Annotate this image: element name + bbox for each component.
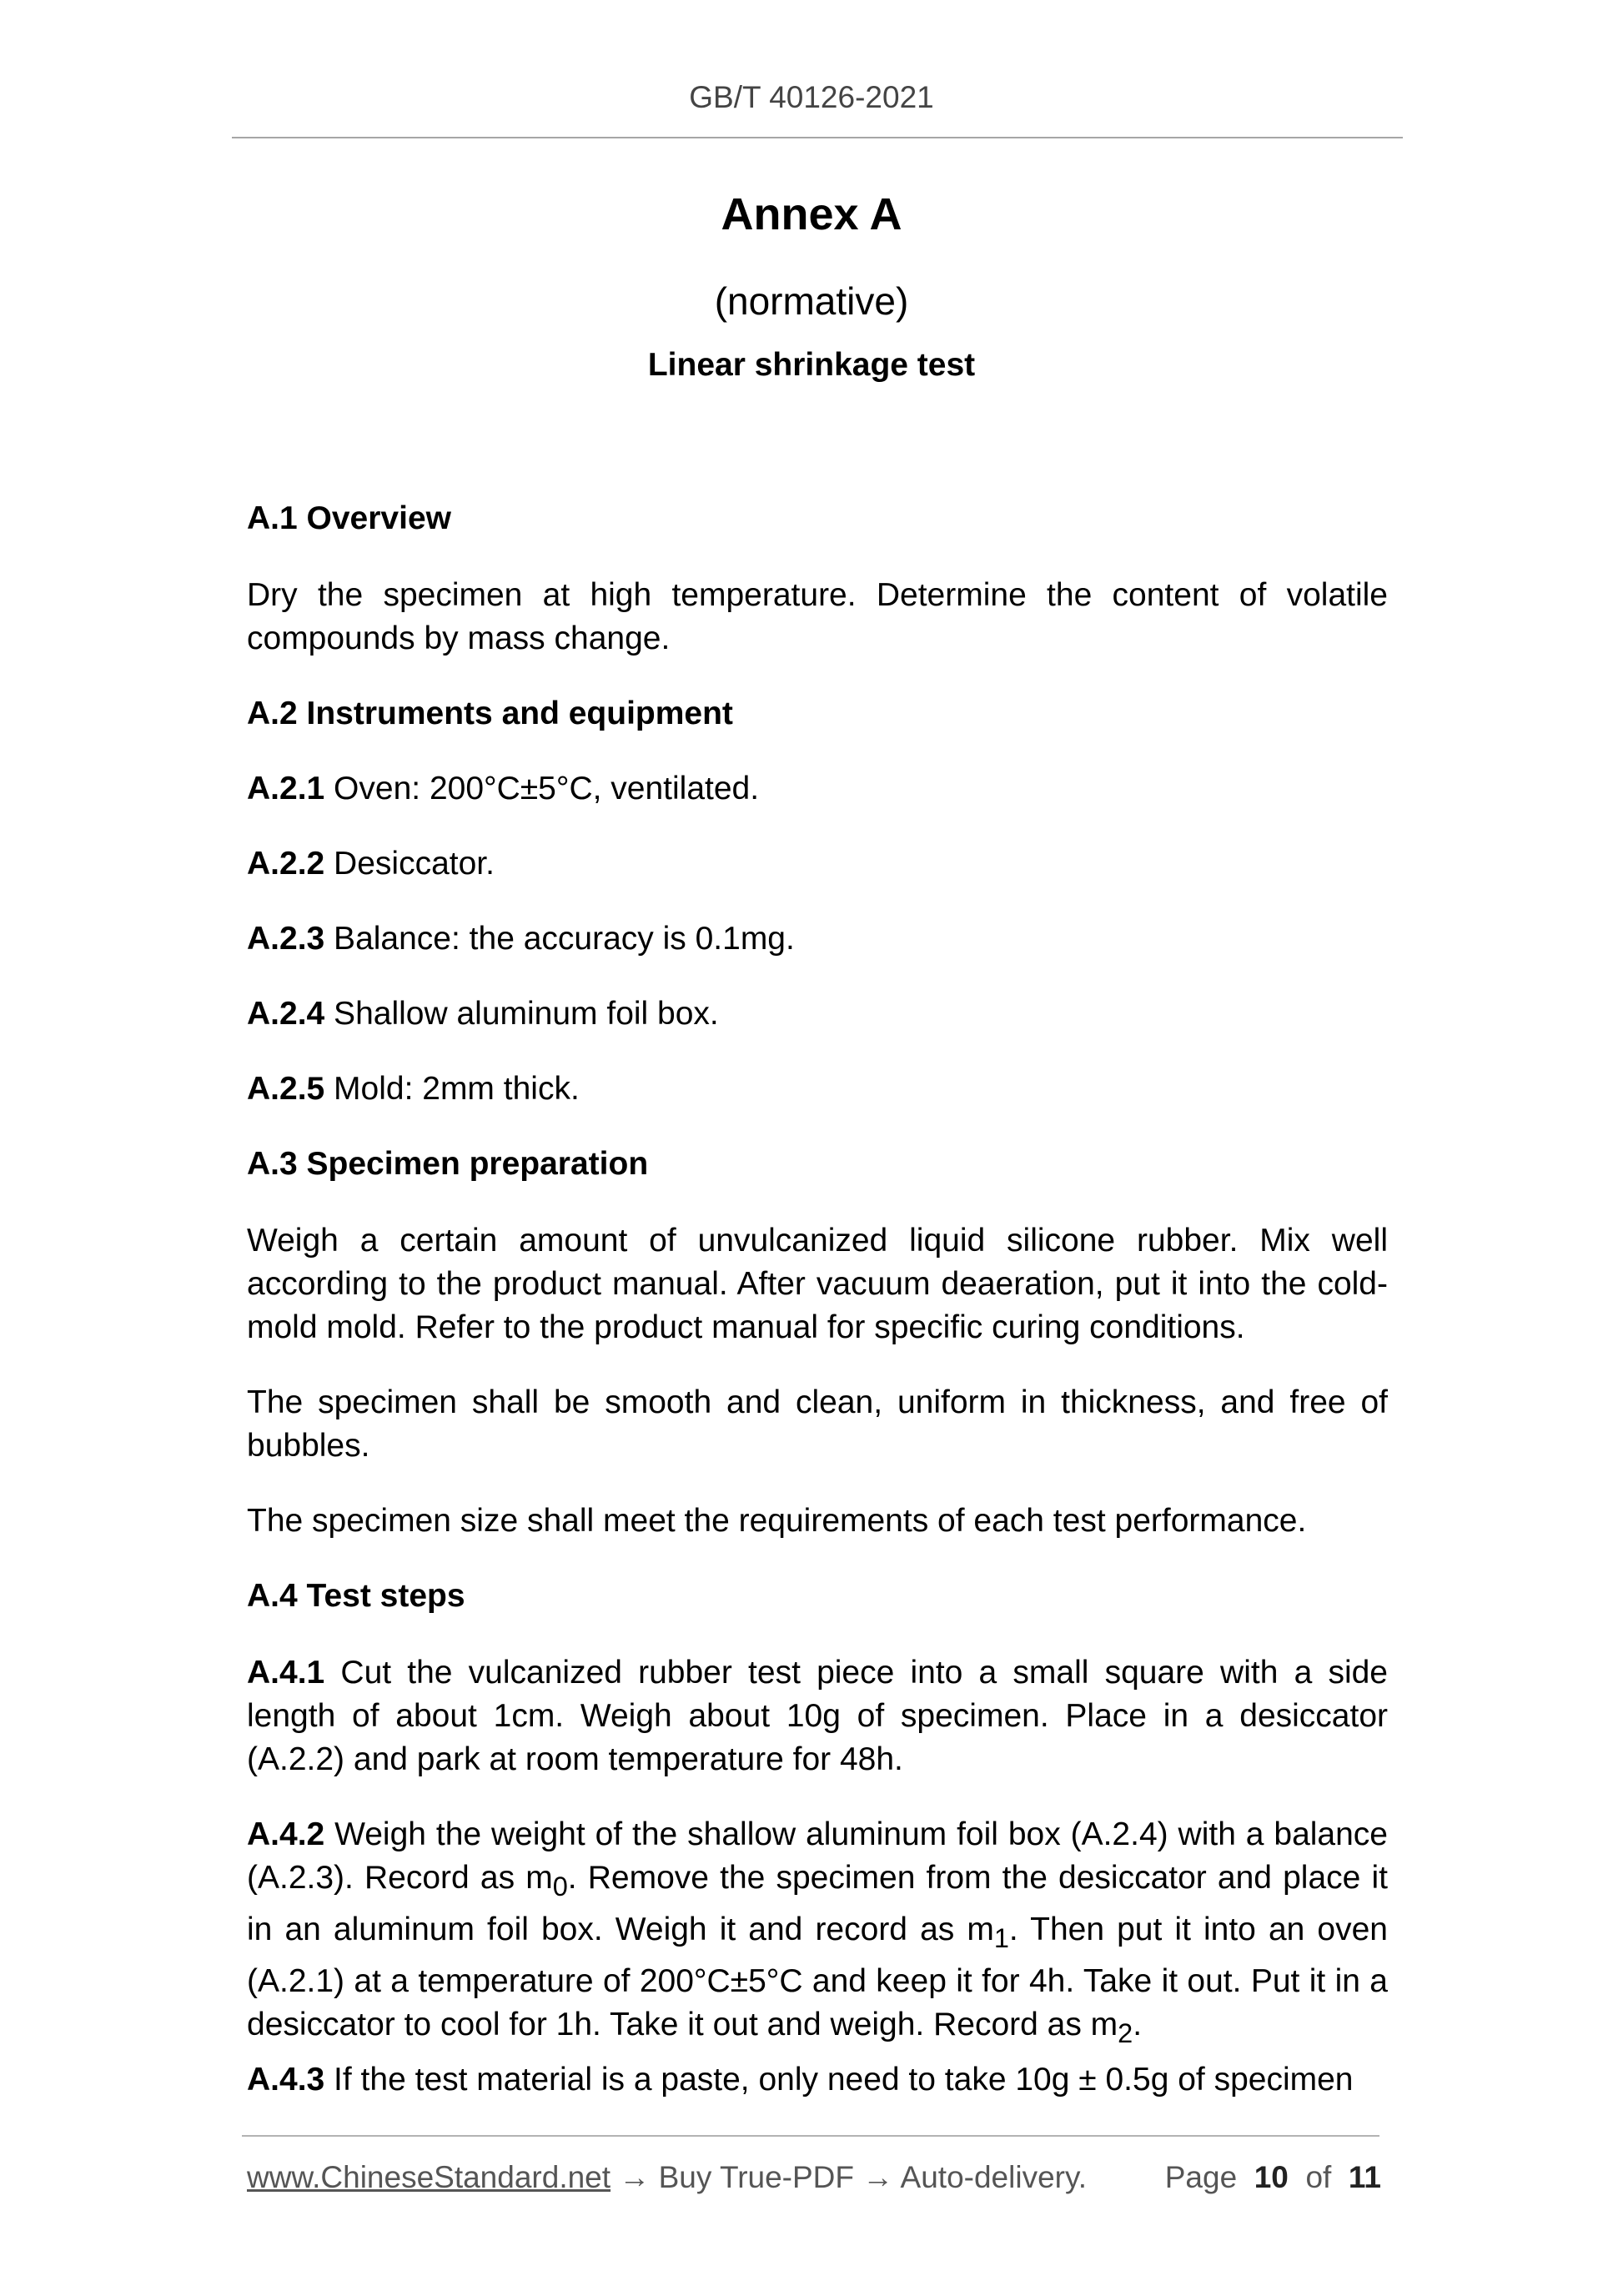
section-heading-a3: A.3 Specimen preparation	[247, 1146, 649, 1182]
arrow-right-icon: →	[854, 2160, 901, 2194]
clause-number: A.2.1	[247, 771, 325, 806]
subscript-m2: 2	[1118, 2017, 1133, 2048]
buy-true-pdf-text: Buy True-PDF	[658, 2160, 855, 2194]
list-item-a2-3	[247, 917, 1388, 961]
clause-number: A.4.3	[247, 2062, 325, 2098]
clause-text: Oven: 200°C±5°C, ventilated.	[324, 771, 760, 806]
clause-text: . Then put it into an oven (A.2.1) at a temperature of 200°C±5°C and keep it for 4h. Take it out. Put it in a desiccator to cool for 1h. Take it out and weigh. Record as m	[247, 1911, 1388, 2042]
clause-number: A.2.3	[247, 921, 325, 957]
clause-text: Balance: the accuracy is 0.1mg.	[324, 921, 795, 957]
list-item-a2-5	[247, 1068, 1388, 1111]
subscript-m0: 0	[552, 1871, 568, 1902]
of-label: of	[1305, 2160, 1332, 2194]
annex-title: Annex A	[721, 189, 902, 239]
header-divider	[232, 137, 1403, 138]
list-item-a2-4	[247, 992, 1388, 1036]
paragraph-a3-3: The specimen size shall meet the requirements of each test performance.	[247, 1503, 1307, 1539]
arrow-right-icon: →	[611, 2160, 659, 2194]
subscript-m1: 1	[993, 1922, 1009, 1953]
paragraph-a4-2	[247, 1813, 1388, 2054]
auto-delivery-text: Auto-delivery.	[900, 2160, 1088, 2194]
clause-text: If the test material is a paste, only need to take 10g ± 0.5g of specimen	[324, 2062, 1354, 2098]
clause-number: A.2.5	[247, 1071, 325, 1107]
clause-number: A.2.4	[247, 996, 325, 1032]
annex-type: (normative)	[714, 279, 909, 323]
section-heading-a2: A.2 Instruments and equipment	[247, 696, 733, 731]
clause-text: .	[1133, 2006, 1143, 2042]
clause-text: Shallow aluminum foil box.	[324, 996, 719, 1032]
clause-text: Desiccator.	[324, 846, 495, 882]
clause-text: Mold: 2mm thick.	[324, 1071, 580, 1107]
current-page: 10	[1254, 2160, 1289, 2194]
list-item-a2-1	[247, 767, 1388, 811]
paragraph-a3-1: Weigh a certain amount of unvulcanized liquid silicone rubber. Mix well according to the product manual. After vacuum deaeration, put it into the cold-mold mold. Refer to the product manual for specific curing conditions.	[247, 1223, 1388, 1345]
clause-number: A.4.2	[247, 1816, 325, 1852]
list-item-a2-2	[247, 842, 1388, 886]
clause-number: A.4.1	[247, 1655, 325, 1691]
paragraph-a3-2: The specimen shall be smooth and clean, uniform in thickness, and free of bubbles.	[247, 1384, 1388, 1464]
section-heading-a1: A.1 Overview	[247, 500, 451, 536]
footer-promo	[247, 2160, 1087, 2195]
paragraph-a4-3	[247, 2058, 1388, 2102]
total-pages: 11	[1348, 2160, 1381, 2194]
clause-text: Weigh the weight of the shallow aluminum foil box (A.2.4) with a balance (A.2.3). Record as m	[247, 1816, 1388, 1896]
clause-text: Cut the vulcanized rubber test piece into a small square with a side length of about 1cm. Weigh about 10g of specimen. Place in a desiccator (A.2.2) and park at room temperature for 48h.	[247, 1655, 1388, 1777]
page-footer	[247, 2160, 1381, 2195]
paragraph-a4-1	[247, 1651, 1388, 1781]
clause-number: A.2.2	[247, 846, 325, 882]
section-heading-a4: A.4 Test steps	[247, 1578, 465, 1614]
footer-divider	[242, 2135, 1379, 2137]
page-indicator	[1165, 2160, 1381, 2195]
clause-text: . Remove the specimen from the desiccator and place it in an aluminum foil box. Weigh it and record as m	[247, 1860, 1388, 1947]
website-link[interactable]: www.ChineseStandard.net	[247, 2160, 611, 2194]
page-label: Page	[1164, 2160, 1238, 2194]
paragraph-a1: Dry the specimen at high temperature. Determine the content of volatile compounds by mass change.	[247, 577, 1388, 656]
annex-subject: Linear shrinkage test	[647, 347, 976, 383]
header-standard-code: GB/T 40126-2021	[689, 80, 934, 114]
